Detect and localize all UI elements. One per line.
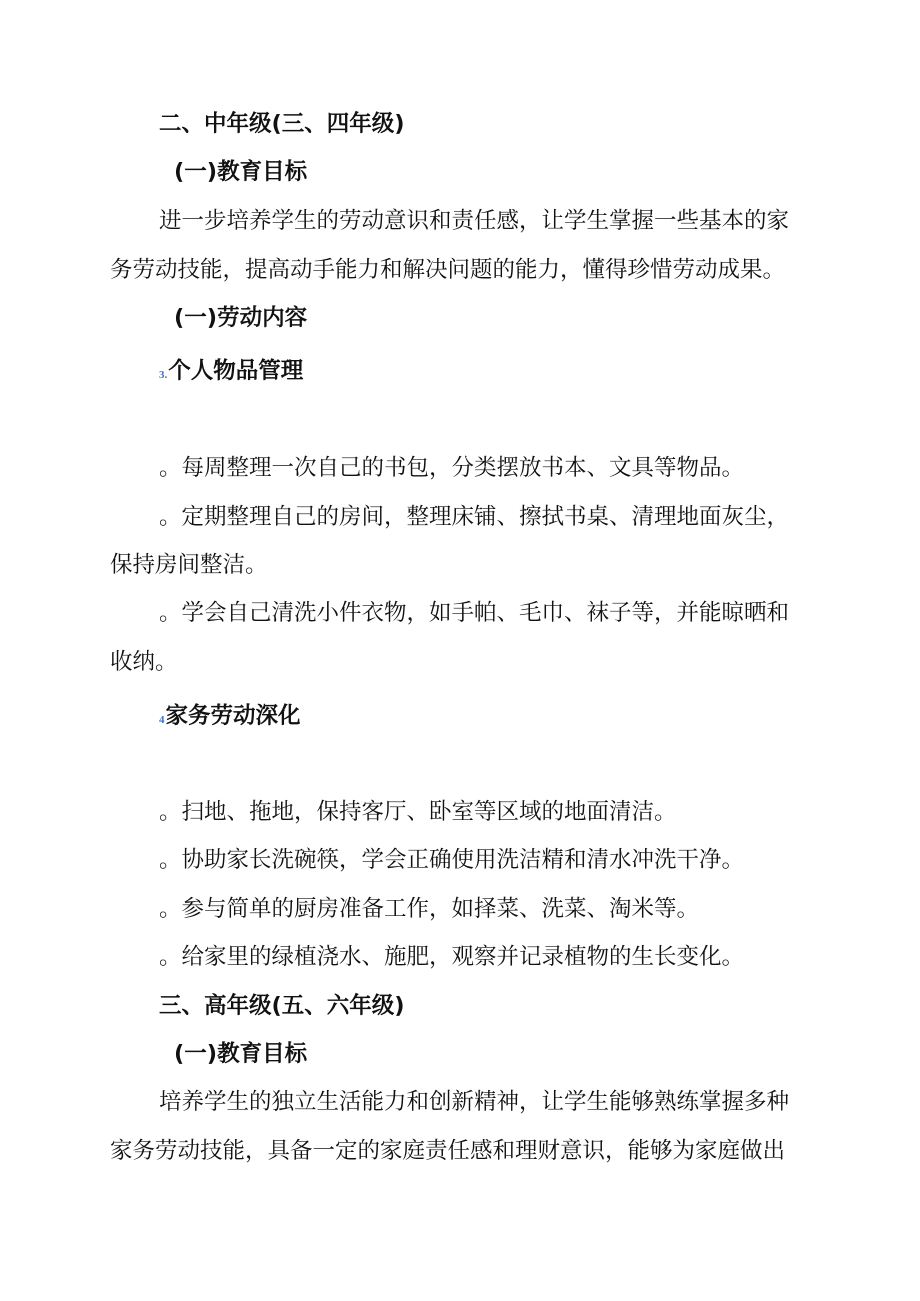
section-heading-high: 三、高年级(五、六年级) <box>159 993 405 1019</box>
item-title: 个人物品管理 <box>168 358 304 384</box>
bullet-line: 。给家里的绿植浇水、施肥，观察并记录植物的生长变化。 <box>159 944 745 970</box>
bullet-line: 。定期整理自己的房间，整理床铺、擦拭书桌、清理地面灰尘， <box>159 504 790 530</box>
subheading-goal-high: (一)教育目标 <box>174 1041 308 1067</box>
bullet-line: 。学会自己清洗小件衣物，如手帕、毛巾、袜子等，并能晾晒和 <box>159 600 790 626</box>
paragraph-line: 培养学生的独立生活能力和创新精神，让学生能够熟练掌握多种 <box>159 1089 790 1115</box>
item-number: 4 <box>159 714 165 726</box>
section-heading-mid: 二、中年级(三、四年级) <box>159 111 405 137</box>
bullet-line: 。协助家长洗碗筷，学会正确使用洗洁精和清水冲洗干净。 <box>159 847 745 873</box>
item-number: 3. <box>159 369 168 381</box>
bullet-line: 。每周整理一次自己的书包，分类摆放书本、文具等物品。 <box>159 455 745 481</box>
bullet-line: 收纳。 <box>110 649 178 675</box>
bullet-line: 保持房间整洁。 <box>110 552 268 578</box>
item-title: 家务劳动深化 <box>165 703 301 729</box>
paragraph-line: 家务劳动技能，具备一定的家庭责任感和理财意识，能够为家庭做出 <box>110 1138 786 1164</box>
subheading-content-mid: (一)劳动内容 <box>174 305 308 331</box>
bullet-line: 。参与简单的厨房准备工作，如择菜、洗菜、淘米等。 <box>159 896 700 922</box>
paragraph-line: 务劳动技能，提高动手能力和解决问题的能力，懂得珍惜劳动成果。 <box>110 257 786 283</box>
item-heading-4 <box>159 702 301 734</box>
bullet-line: 。扫地、拖地，保持客厅、卧室等区域的地面清洁。 <box>159 799 677 825</box>
paragraph-line: 进一步培养学生的劳动意识和责任感，让学生掌握一些基本的家 <box>159 208 790 234</box>
subheading-goal-mid: (一)教育目标 <box>174 159 308 185</box>
item-heading-3 <box>159 357 303 389</box>
